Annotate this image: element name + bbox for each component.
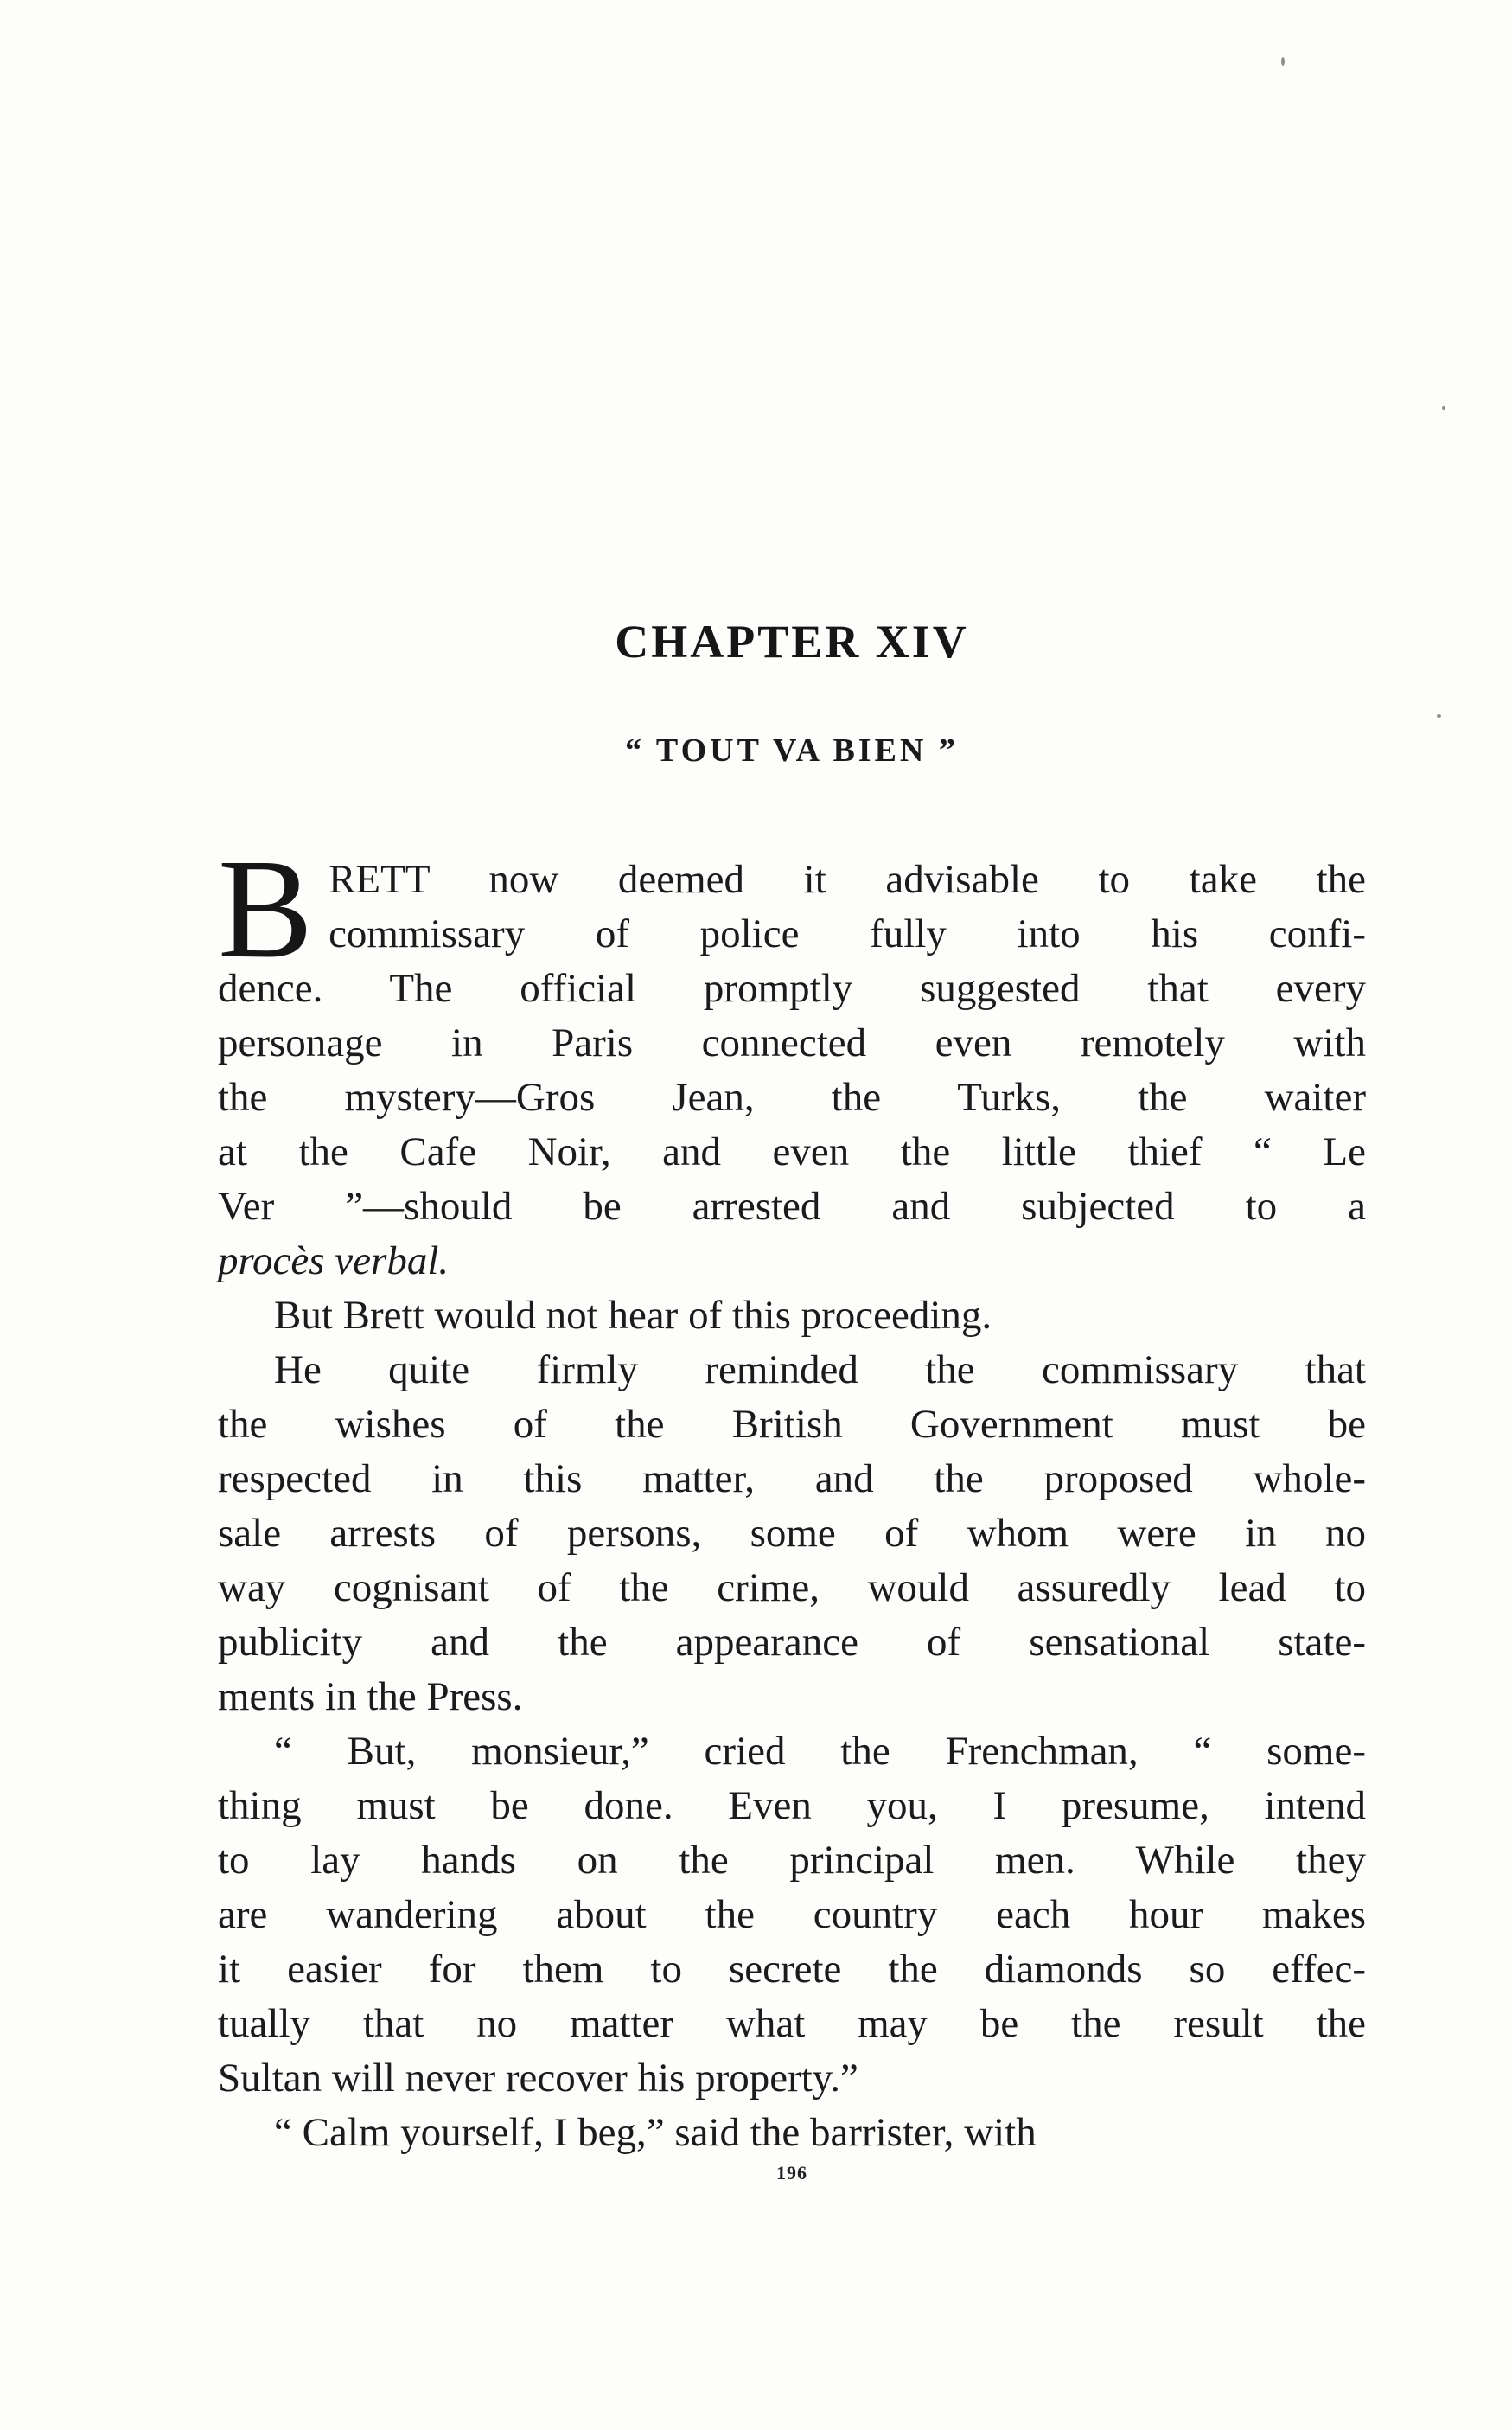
page-content (218, 0, 1366, 2184)
text-line: personage in Paris connected even remotely with (218, 1020, 1366, 1065)
text-line: thing must be done. Even you, I presume, intend (218, 1783, 1366, 1828)
text-line: dence. The official promptly suggested that every (218, 966, 1366, 1011)
text-line: Sultan will never recover his property.” (218, 2056, 858, 2101)
text-line: commissary of police fully into his confi- (329, 911, 1366, 956)
chapter-subtitle: “ TOUT VA BIEN ” (625, 732, 959, 769)
paragraph (218, 1724, 1366, 2106)
text-line: sale arrests of persons, some of whom were in no (218, 1511, 1366, 1556)
text-line: He quite firmly reminded the commissary that (274, 1347, 1366, 1392)
text-line: “ But, monsieur,” cried the Frenchman, “ some- (274, 1729, 1366, 1774)
body-text (218, 829, 1366, 2160)
text-line: publicity and the appearance of sensational state- (218, 1620, 1366, 1665)
text-line: But Brett would not hear of this proceeding. (274, 1293, 992, 1338)
paragraph (218, 1289, 1366, 1343)
text-line: way cognisant of the crime, would assuredly lead to (218, 1565, 1366, 1610)
paragraph (218, 2106, 1366, 2160)
text-line: RETT now deemed it advisable to take the (329, 857, 1366, 902)
paragraph (218, 1343, 1366, 1724)
drop-cap: B (218, 829, 314, 988)
text-line: Ver ”—should be arrested and subjected to a (218, 1184, 1366, 1229)
text-line: the mystery—Gros Jean, the Turks, the waiter (218, 1075, 1366, 1120)
text-line: are wandering about the country each hour makes (218, 1892, 1366, 1937)
chapter-heading: CHAPTER XIV (615, 616, 969, 668)
text-line: ments in the Press. (218, 1674, 523, 1719)
text-line: the wishes of the British Government must be (218, 1402, 1366, 1447)
text-line: tually that no matter what may be the result the (218, 2001, 1366, 2046)
text-line: respected in this matter, and the proposed whole- (218, 1456, 1366, 1501)
scan-speck (1442, 406, 1445, 410)
paragraph (218, 829, 1366, 1289)
text-line: to lay hands on the principal men. While they (218, 1838, 1366, 1883)
text-line: at the Cafe Noir, and even the little thief “ Le (218, 1129, 1366, 1174)
scan-speck (1281, 57, 1285, 66)
text-line: “ Calm yourself, I beg,” said the barrister, with (274, 2110, 1037, 2155)
page-number: 196 (776, 2162, 807, 2184)
scan-speck (1437, 714, 1441, 718)
text-line: it easier for them to secrete the diamonds so effec- (218, 1947, 1366, 1992)
text-line: procès verbal. (218, 1238, 450, 1283)
